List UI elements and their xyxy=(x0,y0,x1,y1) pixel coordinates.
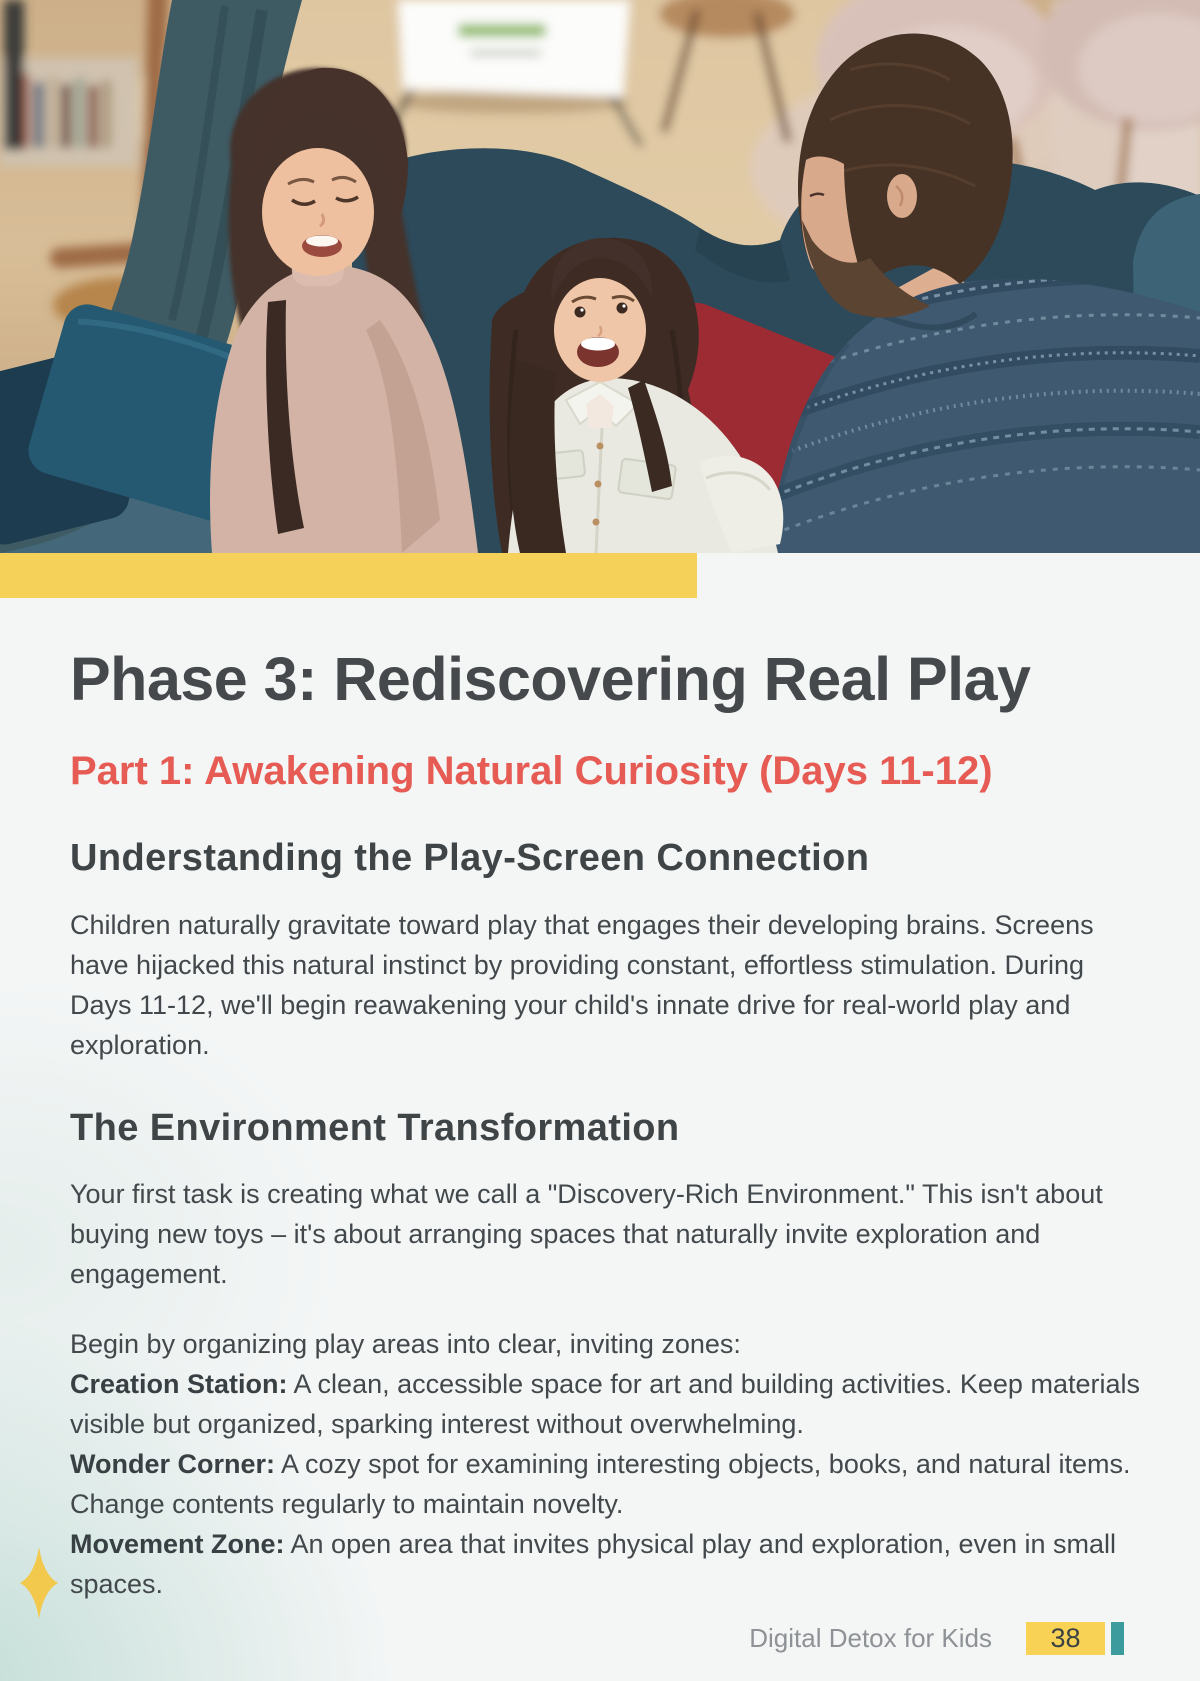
yellow-accent-bar xyxy=(0,553,697,598)
family-photo xyxy=(0,0,1200,553)
footer-book-title: Digital Detox for Kids xyxy=(749,1623,992,1653)
teal-accent-mark xyxy=(1111,1622,1124,1655)
paragraph-environment: Your first task is creating what we call a "Discovery-Rich Environment." This isn't about buying new toys – it's about arranging spaces that naturally invite exploration and engagement. xyxy=(70,1179,1103,1290)
family-photo-illustration xyxy=(0,0,1200,553)
zone-label-creation-station: Creation Station: xyxy=(70,1369,288,1400)
page-content xyxy=(70,598,1145,1604)
zones-block xyxy=(70,1324,1145,1604)
page-number: 38 xyxy=(1050,1623,1081,1653)
page-title: Phase 3: Rediscovering Real Play xyxy=(70,645,1031,713)
sparkle-icon xyxy=(13,1544,65,1622)
paragraph-play-screen: Children naturally gravitate toward play that engages their developing brains. Screens have hijacked this natural instinct by providing constant, effortless stimulation. During Days 11-12, we'll begin reawakening your child's innate drive for real-world play and exploration. xyxy=(70,909,1094,1060)
page-number-badge xyxy=(1026,1622,1105,1655)
zone-label-movement-zone: Movement Zone: xyxy=(70,1529,285,1560)
section-heading-play-screen: Understanding the Play-Screen Connection xyxy=(70,837,870,880)
zone-label-wonder-corner: Wonder Corner: xyxy=(70,1449,276,1480)
footer xyxy=(749,1622,1124,1655)
part-subtitle: Part 1: Awakening Natural Curiosity (Days 11-12) xyxy=(70,749,993,794)
zone-text-wonder-corner: A cozy spot for examining interesting objects, books, and natural items. Change contents regularly to maintain novelty. xyxy=(70,1449,1131,1520)
zone-text-movement-zone: An open area that invites physical play and exploration, even in small spaces. xyxy=(70,1529,1117,1600)
zones-intro: Begin by organizing play areas into clear, inviting zones: xyxy=(70,1329,741,1360)
zone-text-creation-station: A clean, accessible space for art and building activities. Keep materials visible but organized, sparking interest without overwhelming. xyxy=(70,1369,1140,1440)
section-heading-environment: The Environment Transformation xyxy=(70,1106,680,1149)
